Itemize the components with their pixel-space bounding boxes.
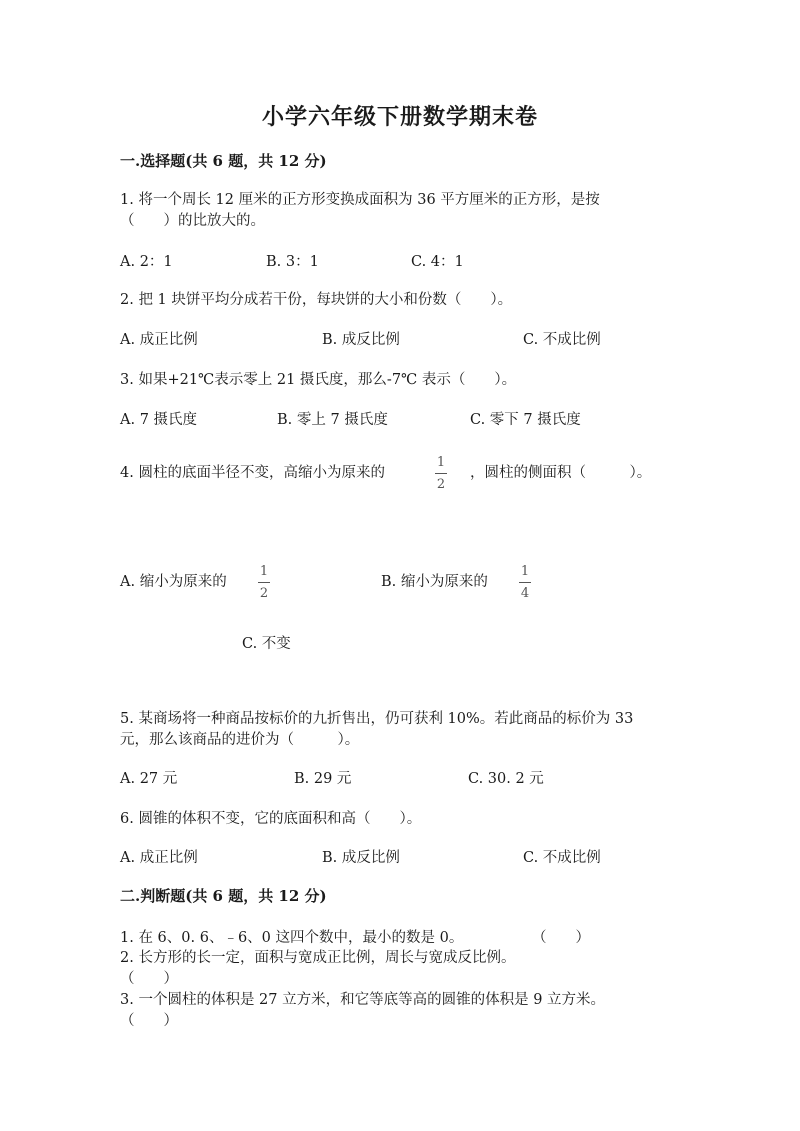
question-1-line-1: 1. 将一个周长 12 厘米的正方形变换成面积为 36 平方厘米的正方形，是按 [120,192,600,208]
section-heading-judgement: 二.判断题(共 6 题，共 12 分) [120,887,327,905]
fraction-denominator: 4 [520,586,530,601]
question-2-line-1: 2. 把 1 块饼平均分成若干份，每块饼的大小和份数（ ）。 [120,292,513,308]
question-1-option-a: A. 2：1 [120,254,173,270]
fraction-bar [519,582,531,583]
fraction-bar [258,582,270,583]
question-4-option-a-fraction [257,564,271,601]
question-4-option-b-fraction [518,564,532,601]
fraction-bar [435,473,447,474]
question-5-option-b: B. 29 元 [294,771,352,787]
question-3-option-c: C. 零下 7 摄氏度 [470,412,581,428]
section-heading-choice: 一.选择题(共 6 题，共 12 分) [120,152,327,170]
question-5-option-a: A. 27 元 [120,771,178,787]
question-6-option-a: A. 成正比例 [120,850,198,866]
judgement-1-line-1: 1. 在 6、0. 6、﹣6、0 这四个数中，最小的数是 0。 [120,930,464,946]
question-5-option-c: C. 30. 2 元 [468,771,544,787]
question-4-prefix: 4. 圆柱的底面半径不变，高缩小为原来的 [120,465,385,481]
fraction-denominator: 2 [259,586,269,601]
question-6-line-1: 6. 圆锥的体积不变，它的底面积和高（ ）。 [120,811,422,827]
question-1-option-b: B. 3：1 [266,254,319,270]
question-3-line-1: 3. 如果+21℃表示零上 21 摄氏度，那么-7℃ 表示（ ）。 [120,372,517,388]
question-6-option-c: C. 不成比例 [523,850,601,866]
fraction-denominator: 2 [436,477,446,492]
question-1-option-c: C. 4：1 [411,254,464,270]
judgement-3-answer-blank[interactable]: （ ） [120,1013,178,1029]
question-3-option-b: B. 零上 7 摄氏度 [277,412,388,428]
question-5-line-1: 5. 某商场将一种商品按标价的九折售出，仍可获利 10%。若此商品的标价为 33 [120,711,634,727]
fraction-numerator: 1 [520,564,530,579]
question-3-option-a: A. 7 摄氏度 [120,412,198,428]
question-4-fraction [434,455,448,492]
question-6-option-b: B. 成反比例 [322,850,400,866]
judgement-3-line-1: 3. 一个圆柱的体积是 27 立方米，和它等底等高的圆锥的体积是 9 立方米。 [120,992,606,1008]
question-4-suffix: ，圆柱的侧面积（ ）。 [470,465,652,481]
judgement-1-answer-blank[interactable]: （ ） [532,930,590,946]
fraction-numerator: 1 [259,564,269,579]
question-4-option-a: A. 缩小为原来的 [120,574,227,590]
fraction-numerator: 1 [436,455,446,470]
question-2-option-b: B. 成反比例 [322,332,400,348]
question-2-option-a: A. 成正比例 [120,332,198,348]
page-title: 小学六年级下册数学期末卷 [261,104,538,130]
judgement-2-line-1: 2. 长方形的长一定，面积与宽成正比例，周长与宽成反比例。 [120,950,516,966]
question-2-option-c: C. 不成比例 [523,332,601,348]
question-4-option-c: C. 不变 [242,636,291,652]
judgement-2-answer-blank[interactable]: （ ） [120,971,178,987]
question-5-line-2: 元，那么该商品的进价为（ ）。 [120,732,360,748]
question-4-option-b: B. 缩小为原来的 [381,574,488,590]
question-1-line-2: （ ）的比放大的。 [120,213,265,229]
